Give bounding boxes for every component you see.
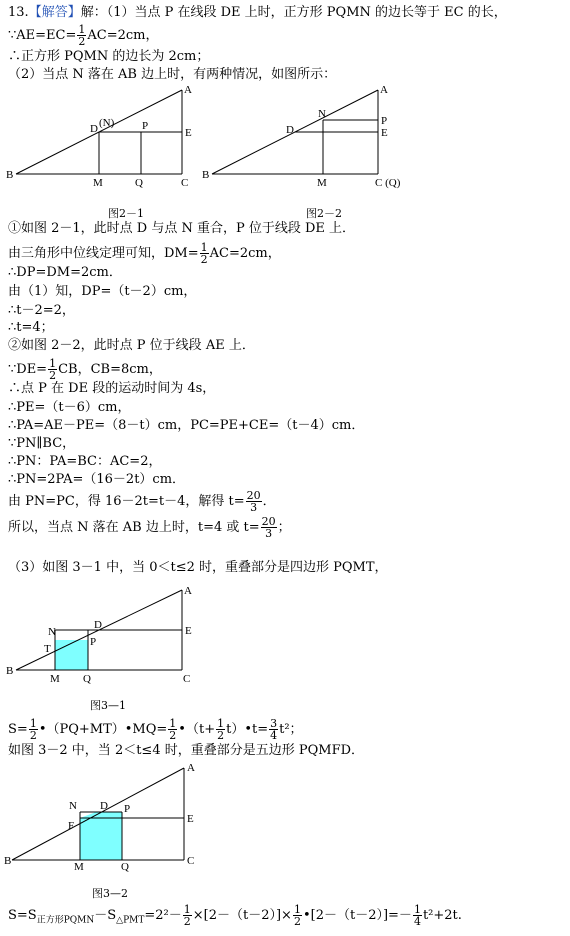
fraction xyxy=(48,358,57,381)
subscript: 正方形PQMN xyxy=(36,915,95,926)
label-c: C xyxy=(187,855,195,867)
line-pe: ∴PE=（t－6）cm， xyxy=(8,400,131,415)
figure-3-1 xyxy=(4,584,214,694)
label-c: C xyxy=(183,673,191,685)
line-case3b: 如图 3－2 中，当 2＜t≤4 时，重叠部分是五边形 PQMFD． xyxy=(8,743,365,758)
text: ∵AE=EC= xyxy=(8,28,77,43)
label-n: N xyxy=(69,800,77,812)
label-d: D xyxy=(100,800,108,812)
text: AC=2cm， xyxy=(209,246,281,261)
line-t-eq: ∴t－2=2， xyxy=(8,303,75,318)
line-area1 xyxy=(8,718,303,741)
line-case1: ①如图 2－1，此时点 D 与点 N 重合，P 位于线段 DE 上． xyxy=(8,221,356,236)
label-e: E xyxy=(185,127,192,139)
label-q: Q xyxy=(135,177,143,189)
caption-fig-2-1: 图2－1 xyxy=(108,207,144,220)
label-a: A xyxy=(187,762,195,774)
label-p: P xyxy=(90,636,97,648)
label-m: M xyxy=(317,177,327,189)
denominator: 2 xyxy=(169,729,177,742)
fraction xyxy=(77,24,86,47)
numerator: 20 xyxy=(246,489,261,502)
text: S=S xyxy=(8,908,37,923)
label-p: P xyxy=(142,120,149,132)
label-q: Q xyxy=(83,673,91,685)
subscript: △PMT xyxy=(116,915,145,926)
figure-2-2 xyxy=(200,84,410,222)
fraction xyxy=(183,904,192,927)
text: =2²－ xyxy=(144,908,182,923)
text: ； xyxy=(277,520,291,535)
text: 所以，当点 N 落在 AB 边上时，t=4 或 t= xyxy=(8,520,260,535)
fraction xyxy=(246,490,262,513)
label-c: C xyxy=(181,177,189,189)
label-d: D xyxy=(90,123,98,135)
text: 由三角形中位线定理可知，DM= xyxy=(8,246,199,261)
answer-tag: 【解答】 xyxy=(28,5,81,20)
text: •（t+ xyxy=(178,722,216,737)
caption-fig-2-2: 图2－2 xyxy=(306,207,342,220)
denominator: 2 xyxy=(200,253,208,266)
fraction xyxy=(413,904,422,927)
denominator: 2 xyxy=(29,729,37,742)
label-e: E xyxy=(187,813,194,825)
denominator: 4 xyxy=(270,729,278,742)
line-area2 xyxy=(8,904,462,930)
text: •[2－（t－2）]=－ xyxy=(302,908,412,923)
label-m: M xyxy=(93,177,103,189)
line-motion-time: ∴点 P 在 DE 段的运动时间为 4s， xyxy=(8,381,216,396)
numerator: 1 xyxy=(200,241,208,254)
overlap-region xyxy=(80,812,122,860)
fraction xyxy=(269,718,278,741)
text: ×[2－（t－2）]× xyxy=(192,908,292,923)
line-dp-t: 由（1）知，DP=（t－2）cm， xyxy=(8,284,197,299)
label-n: N xyxy=(48,626,56,638)
numerator: 1 xyxy=(413,903,421,916)
label-b: B xyxy=(202,169,210,181)
figure-3-2 xyxy=(4,760,214,882)
line-part3: （3）如图 3－1 中，当 0＜t≤2 时，重叠部分是四边形 PQMT， xyxy=(8,560,388,575)
line-parallel: ∵PN∥BC， xyxy=(8,436,76,451)
line-conclusion xyxy=(8,516,291,539)
numerator: 3 xyxy=(270,717,278,730)
label-a: A xyxy=(380,84,388,96)
label-n: (N) xyxy=(99,117,115,129)
denominator: 2 xyxy=(78,35,86,48)
label-d: D xyxy=(94,619,102,631)
numerator: 20 xyxy=(261,515,276,528)
denominator: 3 xyxy=(265,527,273,540)
line-square-side: ∴正方形 PQMN 的边长为 2cm； xyxy=(8,49,210,64)
caption-fig-3-1: 图3—1 xyxy=(90,699,126,712)
problem-number: 13. xyxy=(8,5,29,20)
text: ∵DE= xyxy=(8,362,48,377)
line-midline xyxy=(8,242,281,265)
line-solve xyxy=(8,490,276,513)
label-b: B xyxy=(6,665,14,677)
text: S= xyxy=(8,722,28,737)
text: －S xyxy=(94,908,117,923)
line-ratio: ∴PN：PA=BC：AC=2， xyxy=(8,454,162,469)
part1-text: 解：（1）当点 P 在线段 DE 上时，正方形 PQMN 的边长等于 EC 的长， xyxy=(80,5,507,20)
line-part2-intro: （2）当点 N 落在 AB 边上时，有两种情况，如图所示： xyxy=(8,67,337,82)
numerator: 1 xyxy=(169,717,177,730)
denominator: 2 xyxy=(217,729,225,742)
text: t²+2t. xyxy=(422,908,462,923)
denominator: 2 xyxy=(293,915,301,928)
label-f: F xyxy=(68,820,75,832)
text: 由 PN=PC，得 16－2t=t－4，解得 t= xyxy=(8,494,245,509)
overlap-region xyxy=(55,640,88,670)
numerator: 1 xyxy=(29,717,37,730)
denominator: 3 xyxy=(250,501,258,514)
label-m: M xyxy=(50,673,60,685)
text: t²； xyxy=(279,722,303,737)
label-t: T xyxy=(44,643,51,655)
line-pa-pc: ∴PA=AE－PE=（8－t）cm，PC=PE+CE=（t－4）cm． xyxy=(8,418,365,433)
label-b: B xyxy=(4,855,12,867)
numerator: 1 xyxy=(49,357,57,370)
line-t4: ∴t=4； xyxy=(8,320,54,335)
label-q: Q xyxy=(121,861,129,873)
line-de-cb xyxy=(8,358,162,381)
problem-header xyxy=(8,4,507,22)
denominator: 4 xyxy=(413,915,421,928)
label-d: D xyxy=(286,124,294,136)
caption-fig-3-2: 图3—2 xyxy=(92,887,128,900)
line-pn: ∴PN=2PA=（16－2t）cm． xyxy=(8,472,186,487)
denominator: 2 xyxy=(183,915,191,928)
denominator: 2 xyxy=(49,369,57,382)
numerator: 1 xyxy=(183,903,191,916)
fraction xyxy=(200,242,209,265)
fraction xyxy=(293,904,302,927)
label-b: B xyxy=(6,169,14,181)
fraction xyxy=(168,718,177,741)
label-a: A xyxy=(184,585,192,597)
text: AC=2cm， xyxy=(87,28,159,43)
label-e: E xyxy=(381,127,388,139)
line-dp: ∴DP=DM=2cm． xyxy=(8,265,122,280)
line-ae-ec xyxy=(8,24,158,47)
label-p: P xyxy=(381,115,388,127)
text: ． xyxy=(262,494,276,509)
line-case2: ②如图 2－2，此时点 P 位于线段 AE 上． xyxy=(8,338,255,353)
fraction xyxy=(216,718,225,741)
label-c: C (Q) xyxy=(375,177,401,189)
numerator: 1 xyxy=(293,903,301,916)
label-e: E xyxy=(185,625,192,637)
text: CB，CB=8cm， xyxy=(58,362,162,377)
text: •（PQ+MT）•MQ= xyxy=(38,722,168,737)
label-p: P xyxy=(124,803,131,815)
figure-2-1 xyxy=(4,84,204,222)
numerator: 1 xyxy=(217,717,225,730)
fraction xyxy=(261,516,277,539)
label-n: N xyxy=(318,108,326,120)
fraction xyxy=(29,718,38,741)
text: t）•t= xyxy=(226,722,269,737)
numerator: 1 xyxy=(78,23,86,36)
label-a: A xyxy=(184,84,192,96)
label-m: M xyxy=(74,861,84,873)
